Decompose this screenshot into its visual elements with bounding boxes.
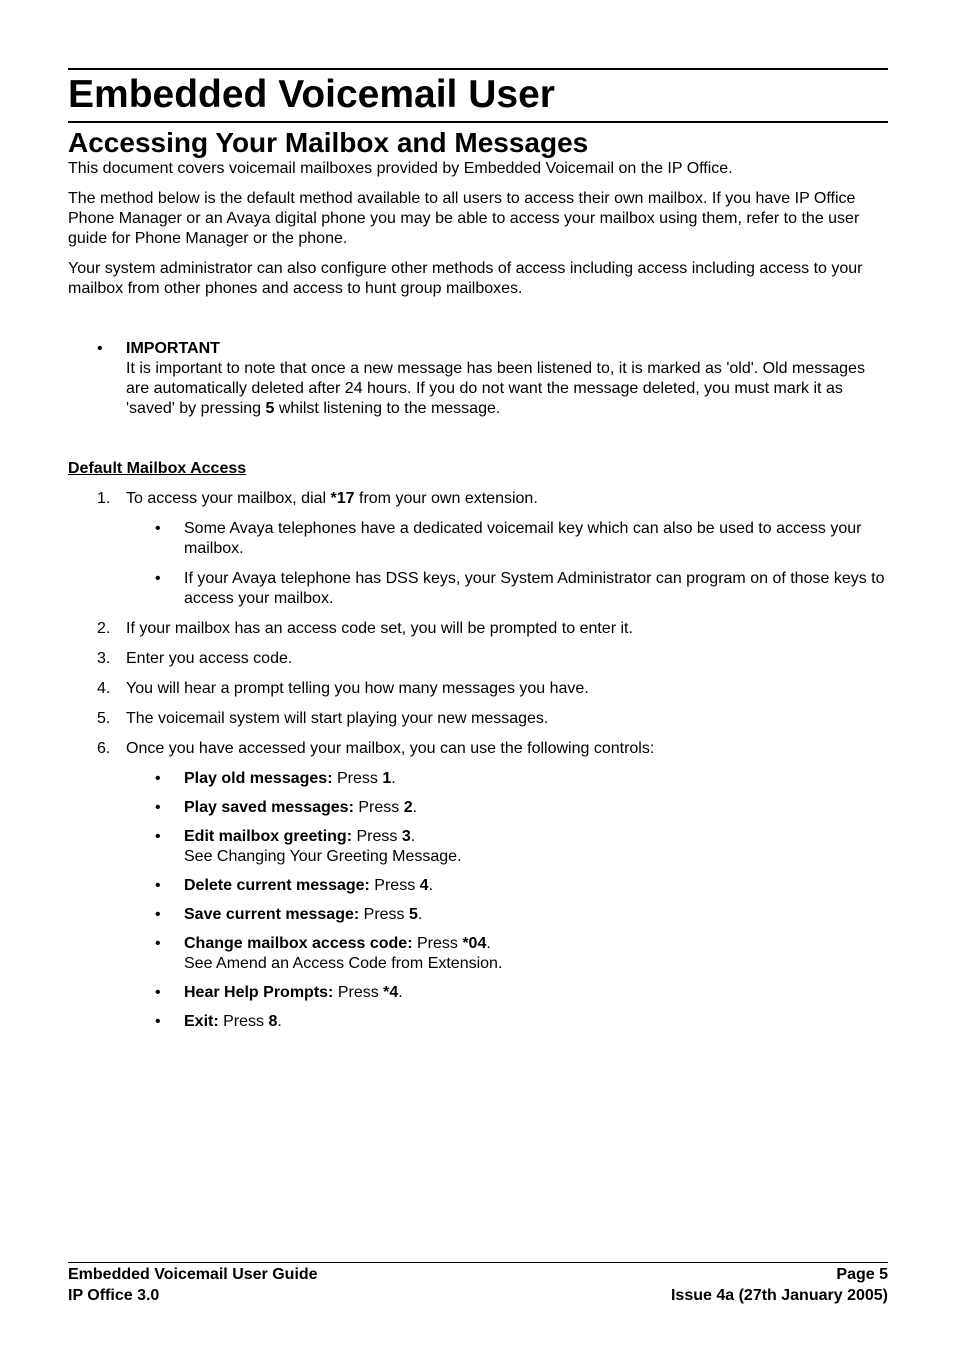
- step-1: [68, 489, 888, 609]
- control-end: .: [412, 799, 418, 816]
- control-item: [126, 934, 888, 974]
- control-item: [126, 1012, 888, 1032]
- control-end: .: [428, 877, 434, 894]
- bullet-marker: •: [155, 799, 161, 816]
- important-text: [126, 359, 888, 419]
- important-text-before: It is important to note that once a new message has been listened to, it is marked as 'old'. Old messages are automatically deleted after 24 hours. If you do not want the message deleted, you must mark it as 'saved' by pressing: [126, 360, 865, 417]
- control-press: Press: [332, 770, 383, 787]
- step-1-text-before: To access your mailbox, dial: [126, 490, 331, 507]
- important-heading: IMPORTANT: [126, 340, 220, 357]
- control-key: 8: [268, 1013, 278, 1030]
- control-press: Press: [333, 984, 384, 1001]
- control-press: Press: [359, 906, 409, 923]
- bullet-marker: •: [155, 877, 161, 894]
- note-text: If your Avaya telephone has DSS keys, your System Administrator can program on of those keys to access your mailbox.: [184, 570, 885, 607]
- control-end: .: [391, 770, 396, 787]
- important-text-after: whilst listening to the message.: [274, 400, 501, 417]
- control-note: See Amend an Access Code from Extension.: [184, 955, 503, 972]
- control-key: 4: [419, 877, 429, 894]
- step-number: 2.: [97, 620, 111, 637]
- footer-product: IP Office 3.0: [68, 1287, 160, 1304]
- step-1-code: *17: [330, 490, 355, 507]
- step-3: [68, 649, 888, 669]
- section-title: Accessing Your Mailbox and Messages: [68, 127, 589, 158]
- controls-list: [126, 769, 888, 1032]
- control-item: [126, 983, 888, 1003]
- step-text: If your mailbox has an access code set, you will be prompted to enter it.: [126, 620, 633, 637]
- control-note: See Changing Your Greeting Message.: [184, 848, 462, 865]
- step-6: [68, 739, 888, 1032]
- control-item: [126, 876, 888, 896]
- control-label: Change mailbox access code:: [184, 935, 413, 952]
- step-text: Once you have accessed your mailbox, you can use the following controls:: [126, 740, 655, 757]
- step-text: Enter you access code.: [126, 650, 293, 667]
- footer-guide-title: Embedded Voicemail User Guide: [68, 1266, 318, 1283]
- control-label: Play old messages:: [184, 770, 333, 787]
- control-label: Save current message:: [184, 906, 360, 923]
- step-2: [68, 619, 888, 639]
- control-key: *04: [462, 935, 487, 952]
- control-end: .: [277, 1013, 282, 1030]
- step-text: You will hear a prompt telling you how many messages you have.: [126, 680, 589, 697]
- step-5: [68, 709, 888, 729]
- bullet-marker: •: [155, 570, 161, 587]
- step-number: 6.: [97, 740, 111, 757]
- control-item: [126, 798, 888, 818]
- page-footer: [68, 1262, 888, 1306]
- bullet-marker: •: [155, 828, 161, 845]
- intro-paragraph-2: The method below is the default method available to all users to access their own mailbox. If you have IP Office Phone Manager or an Avaya digital phone you may be able to access your mailbox using them, refer to the user guide for Phone Manager or the phone.: [68, 190, 860, 247]
- step-number: 5.: [97, 710, 111, 727]
- page-content: [68, 68, 888, 1042]
- control-press: Press: [369, 877, 420, 894]
- footer-issue: Issue 4a (27th January 2005): [670, 1287, 888, 1304]
- control-key: 1: [382, 770, 392, 787]
- bullet-marker: •: [155, 984, 161, 1001]
- step-1-notes: [126, 519, 888, 609]
- control-key: 5: [409, 906, 418, 923]
- page-title: Embedded Voicemail User: [68, 70, 888, 123]
- control-key: 2: [403, 799, 413, 816]
- important-note: [68, 339, 888, 419]
- default-access-heading: Default Mailbox Access: [68, 460, 247, 477]
- control-press: Press: [353, 799, 404, 816]
- control-key: 3: [401, 828, 411, 845]
- list-item: [126, 569, 888, 609]
- bullet-marker: •: [155, 520, 161, 537]
- steps-list: [68, 489, 888, 1032]
- control-end: .: [486, 935, 491, 952]
- control-key: *4: [383, 984, 399, 1001]
- note-text: Some Avaya telephones have a dedicated voicemail key which can also be used to access your mailbox.: [184, 520, 862, 557]
- bullet-marker: •: [155, 770, 161, 787]
- control-press: Press: [412, 935, 463, 952]
- intro-paragraph-1: This document covers voicemail mailboxes provided by Embedded Voicemail on the IP Office.: [68, 160, 733, 177]
- control-end: .: [417, 906, 423, 923]
- step-number: 4.: [97, 680, 111, 697]
- control-end: .: [398, 984, 403, 1001]
- control-label: Play saved messages:: [184, 799, 354, 816]
- list-item: [126, 519, 888, 559]
- control-item: [126, 905, 888, 925]
- step-text: The voicemail system will start playing your new messages.: [126, 710, 549, 727]
- control-end: .: [410, 828, 416, 845]
- bullet-marker: •: [155, 1013, 161, 1030]
- important-key: 5: [265, 400, 275, 417]
- step-number: 1.: [97, 490, 111, 507]
- control-label: Exit:: [184, 1013, 219, 1030]
- control-press: Press: [352, 828, 402, 845]
- bullet-marker: •: [155, 906, 161, 923]
- bullet-marker: •: [97, 340, 103, 357]
- control-press: Press: [218, 1013, 269, 1030]
- step-4: [68, 679, 888, 699]
- control-label: Hear Help Prompts:: [184, 984, 334, 1001]
- control-item: [126, 827, 888, 867]
- intro-paragraph-3: Your system administrator can also configure other methods of access including access including access to your mailbox from other phones and access to hunt group mailboxes.: [68, 260, 863, 297]
- step-number: 3.: [97, 650, 111, 667]
- control-label: Edit mailbox greeting:: [184, 828, 353, 845]
- bullet-marker: •: [155, 935, 161, 952]
- step-1-text-after: from your own extension.: [354, 490, 538, 507]
- control-label: Delete current message:: [184, 877, 370, 894]
- footer-page-number: Page 5: [836, 1266, 888, 1283]
- control-item: [126, 769, 888, 789]
